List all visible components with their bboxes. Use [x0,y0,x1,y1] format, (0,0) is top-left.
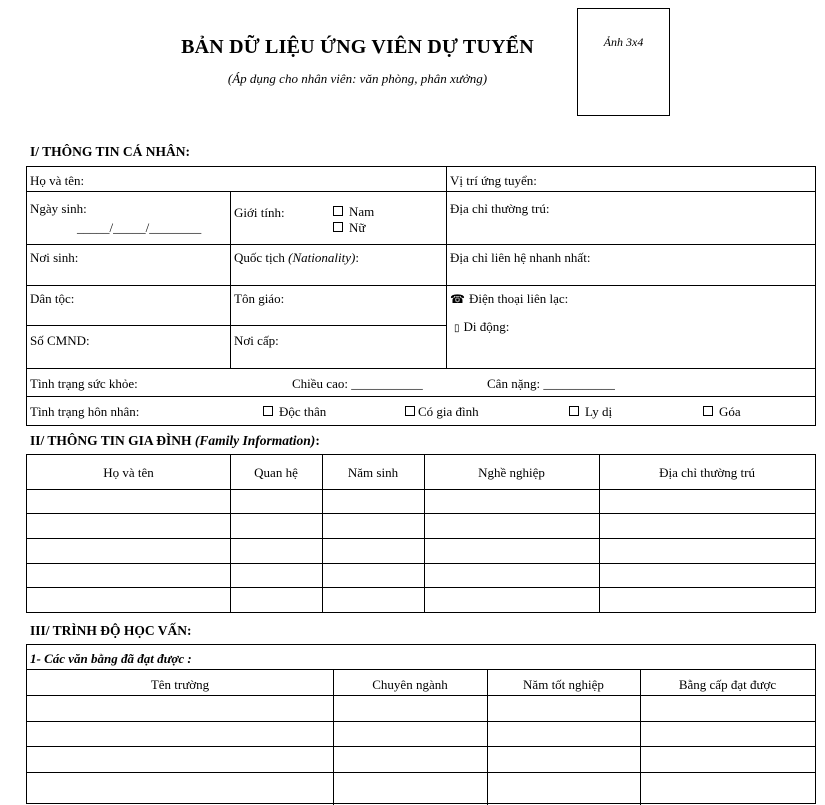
family-col-name: Họ và tên [103,465,154,480]
education-col-school: Tên trường [150,677,210,692]
family-col-address: Địa chỉ thường trú [659,465,755,480]
mobile-label: ▯ Di động: [454,319,510,334]
birth-date-label: Ngày sinh: [30,201,87,216]
form-subtitle: (Áp dụng cho nhân viên: văn phòng, phân xưởng) [227,71,488,86]
marital-divorced-option[interactable]: Ly dị [569,404,612,420]
position-applied-label: Vị trí ứng tuyển: [450,173,537,188]
gender-male-option[interactable]: Nam [333,204,374,220]
religion-label: Tôn giáo: [234,291,285,306]
id-number-label: Số CMND: [30,333,90,348]
family-table [26,454,816,613]
marital-single-option[interactable]: Độc thân [263,404,326,420]
gender-female-option[interactable]: Nữ [333,220,365,236]
form-title: BẢN DỮ LIỆU ỨNG VIÊN DỰ TUYỂN [181,36,534,58]
phone-contact-label: ☎ Điện thoại liên lạc: [450,291,569,306]
health-status-label: Tình trạng sức khỏe: [30,376,138,391]
checkbox-icon[interactable] [263,406,273,416]
education-col-graduation-year: Năm tốt nghiệp [523,677,604,692]
marital-status-label: Tình trạng hôn nhân: [30,404,140,419]
section-personal-info-heading: I/ THÔNG TIN CÁ NHÂN: [30,144,191,159]
height-field[interactable]: Chiều cao: ___________ [292,376,423,391]
nationality-label: Quốc tịch (Nationality): [234,250,359,265]
education-table [26,644,816,804]
education-col-degree: Bằng cấp đạt được [678,677,777,692]
family-col-birth-year: Năm sinh [347,465,399,480]
mobile-phone-icon: ▯ [454,323,460,334]
family-col-relation: Quan hệ [254,465,298,480]
section-family-info-heading: II/ THÔNG TIN GIA ĐÌNH (Family Information): [30,433,320,448]
checkbox-icon[interactable] [569,406,579,416]
checkbox-icon[interactable] [333,206,343,216]
telephone-icon: ☎ [450,292,465,306]
marital-widowed-option[interactable]: Góa [703,404,741,420]
photo-box[interactable] [577,8,670,116]
weight-field[interactable]: Cân nặng: ___________ [487,376,615,391]
birth-place-label: Nơi sinh: [30,250,79,265]
checkbox-icon[interactable] [405,406,415,416]
photo-label: Ảnh 3x4 [603,35,644,49]
marital-married-option[interactable]: Có gia đình [405,404,479,420]
checkbox-icon[interactable] [703,406,713,416]
issued-place-label: Nơi cấp: [234,333,279,348]
birth-date-field[interactable]: _____/_____/________ [77,220,202,235]
degrees-subheading: 1- Các văn bằng đã đạt được : [30,651,192,666]
full-name-label: Họ và tên: [30,173,85,188]
section-education-heading: III/ TRÌNH ĐỘ HỌC VẤN: [30,623,192,638]
personal-info-table [26,166,816,426]
family-col-occupation: Nghề nghiệp [478,465,545,480]
gender-label: Giới tính: [234,205,285,220]
checkbox-icon[interactable] [333,222,343,232]
ethnicity-label: Dân tộc: [30,291,75,306]
contact-address-label: Địa chỉ liên hệ nhanh nhất: [450,250,591,265]
permanent-address-label: Địa chỉ thường trú: [450,201,550,216]
education-col-major: Chuyên ngành [372,677,448,692]
